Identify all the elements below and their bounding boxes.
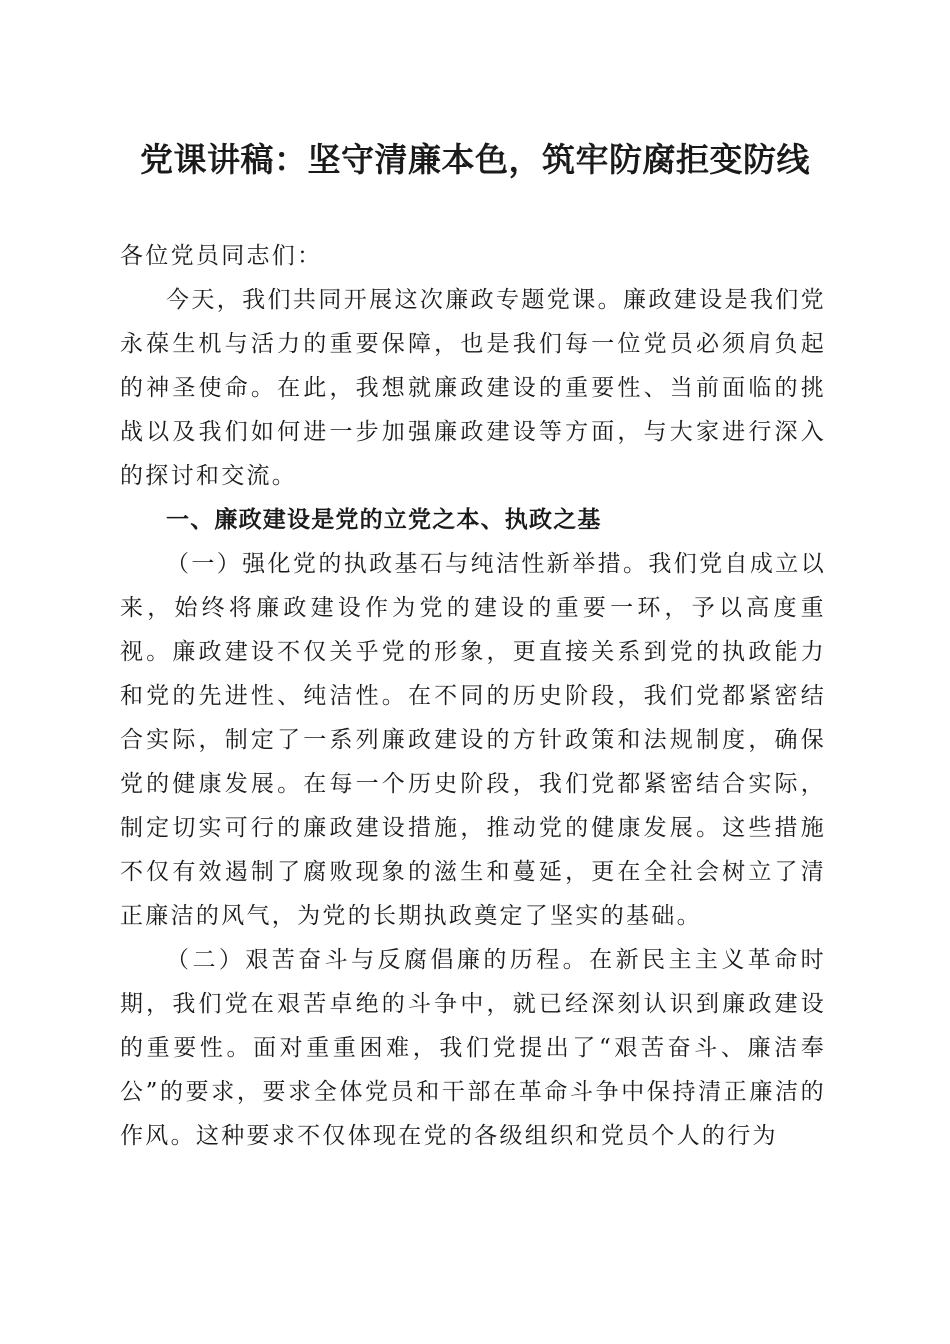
document-body bbox=[120, 234, 826, 1158]
subsection-2-paragraph bbox=[120, 938, 826, 1158]
subsection-2-text: 在新民主主义革命时期，我们党在艰苦卓绝的斗争中，就已经深刻认识到廉政建设的重要性。面对重重困难，我们党提出了“艰苦奋斗、廉洁奉公”的要求，要求全体党员和干部在革命斗争中保持清正廉洁的作风。这种要求不仅体现在党的各级组织和党员个人的行为 bbox=[120, 947, 826, 1149]
subsection-1-paragraph bbox=[120, 542, 826, 938]
intro-paragraph: 今天，我们共同开展这次廉政专题党课。廉政建设是我们党永葆生机与活力的重要保障，也是我们每一位党员必须肩负起的神圣使命。在此，我想就廉政建设的重要性、当前面临的挑战以及我们如何进一步加强廉政建设等方面，与大家进行深入的探讨和交流。 bbox=[120, 287, 826, 489]
subsection-1-text: 我们党自成立以来，始终将廉政建设作为党的建设的重要一环，予以高度重视。廉政建设不仅关乎党的形象，更直接关系到党的执政能力和党的先进性、纯洁性。在不同的历史阶段，我们党都紧密结合实际，制定了一系列廉政建设的方针政策和法规制度，确保党的健康发展。在每一个历史阶段，我们党都紧密结合实际，制定切实可行的廉政建设措施，推动党的健康发展。这些措施不仅有效遏制了腐败现象的滋生和蔓延，更在全社会树立了清正廉洁的风气，为党的长期执政奠定了坚实的基础。 bbox=[120, 551, 827, 929]
subsection-2-lead: （二）艰苦奋斗与反腐倡廉的历程。 bbox=[166, 947, 590, 973]
subsection-1-lead: （一）强化党的执政基石与纯洁性新举措。 bbox=[166, 551, 649, 577]
section-heading-1: 一、廉政建设是党的立党之本、执政之基 bbox=[166, 507, 602, 533]
salutation: 各位党员同志们： bbox=[120, 243, 323, 269]
document-title: 党课讲稿：坚守清廉本色，筑牢防腐拒变防线 bbox=[140, 140, 810, 179]
